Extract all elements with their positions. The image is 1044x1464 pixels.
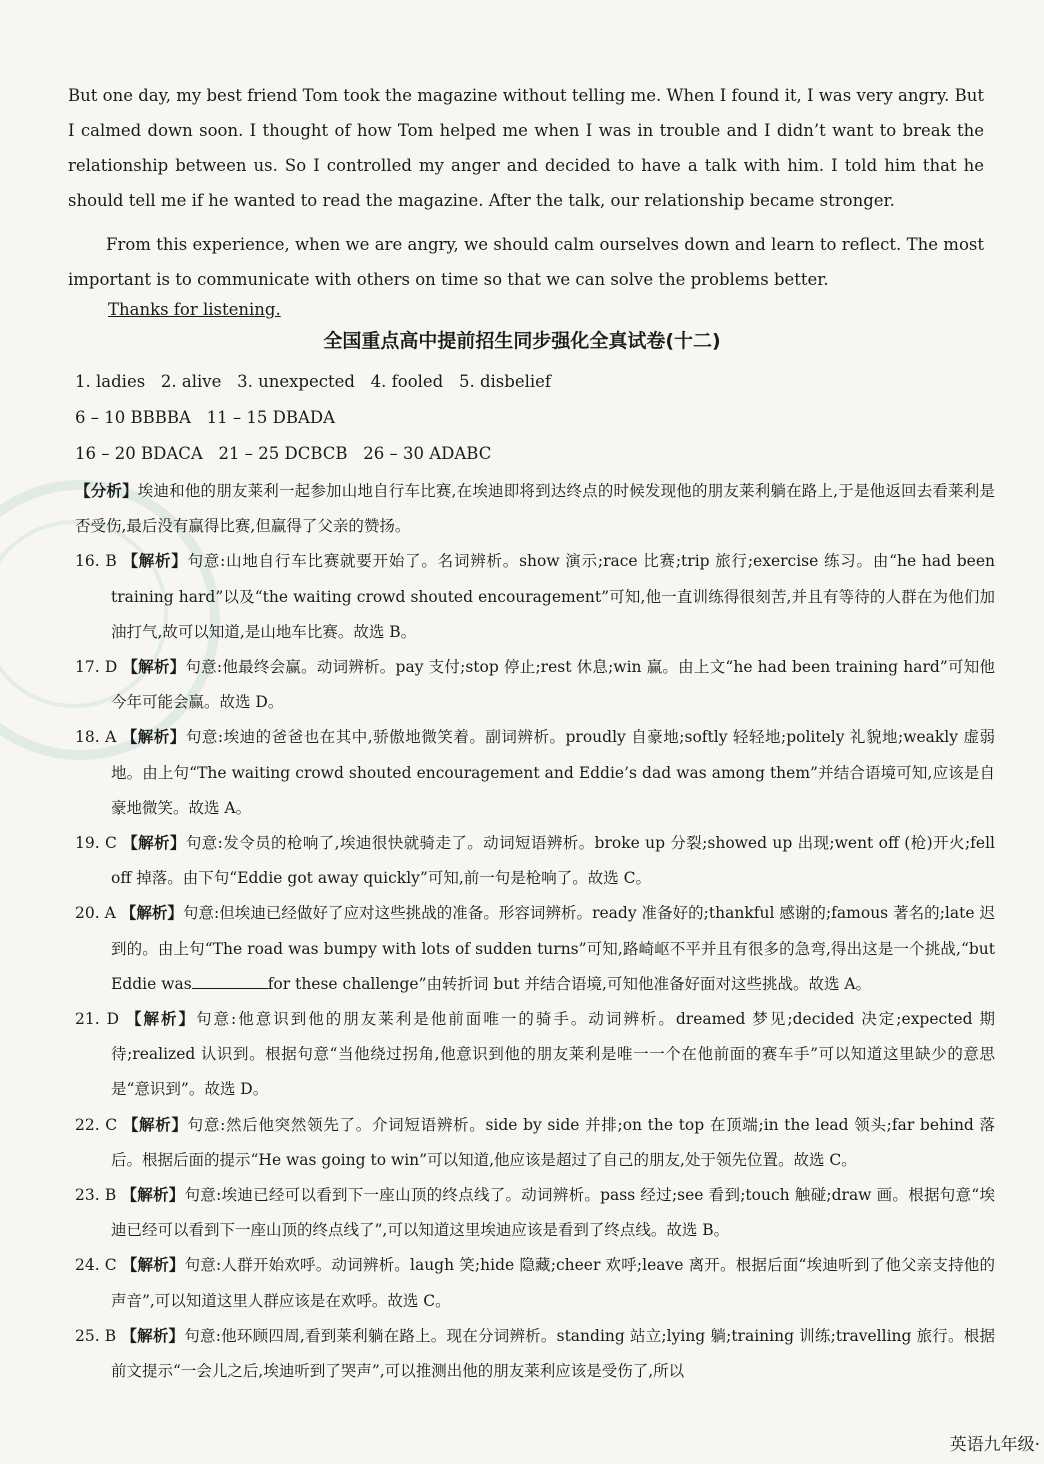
item-tag: 【解析】 <box>122 834 186 853</box>
item-text: 句意:他环顾四周,看到莱利躺在路上。现在分词辨析。standing 站立;lying 躺;training 训练;travelling 旅行。根据前文提示“一会儿之后,埃迪听到了哭声”,可以推测出他的朋友莱利应该是受伤了,所以 <box>111 1326 995 1381</box>
explanation-item <box>75 896 995 1002</box>
explanation-item <box>75 1002 995 1108</box>
item-tag: 【解析】 <box>121 1186 185 1205</box>
item-tag: 【解析】 <box>121 728 186 747</box>
item-tag: 【解析】 <box>122 552 188 571</box>
item-tag: 【解析】 <box>121 1326 185 1345</box>
explanation-item <box>75 826 995 896</box>
item-number: 22. C <box>75 1115 118 1134</box>
explanation-item <box>75 1178 995 1248</box>
section-title: 全国重点高中提前招生同步强化全真试卷(十二) <box>323 330 721 352</box>
answers-line-3: 16 – 20 BDACA 21 – 25 DCBCB 26 – 30 ADABC <box>75 444 492 463</box>
essay-paragraph-2: From this experience, when we are angry, we should calm ourselves down and learn to reflect. The most important is to communicate with others on time so that we can solve the problems better. <box>68 235 984 289</box>
item-text: 句意:发令员的枪响了,埃迪很快就骑走了。动词短语辨析。broke up 分裂;showed up 出现;went off (枪)开火;fell off 掉落。由下句“Eddie got away quickly”可知,前一句是枪响了。故选 C。 <box>111 834 995 888</box>
answers-line-1: 1. ladies 2. alive 3. unexpected 4. fooled 5. disbelief <box>75 372 552 391</box>
essay-paragraph-1: But one day, my best friend Tom took the magazine without telling me. When I found it, I was very angry. But I calmed down soon. I thought of how Tom helped me when I was in trouble and I didn’t want to break the relationship between us. So I controlled my anger and decided to have a talk with him. I told him that he should tell me if he wanted to read the magazine. After the talk, our relationship became stronger. <box>68 86 984 210</box>
item-text: 句意:然后他突然领先了。介词短语辨析。side by side 并排;on the top 在顶端;in the lead 领头;far behind 落后。根据后面的提示“He was going to win”可以知道,他应该是超过了自己的朋友,处于领先位置。故选 C。 <box>111 1115 995 1169</box>
item-number: 24. C <box>75 1256 117 1275</box>
item-tag: 【解析】 <box>122 658 186 677</box>
item-number: 16. B <box>75 552 117 571</box>
explanation-item <box>75 1248 995 1318</box>
page-footer: 英语九年级· <box>949 1435 1040 1455</box>
item-tag: 【解析】 <box>121 1256 185 1275</box>
answer-blank <box>192 974 268 989</box>
item-tag: 【解析】 <box>125 1010 196 1029</box>
item-number: 21. D <box>75 1010 120 1029</box>
item-text: 句意:山地自行车比赛就要开始了。名词辨析。show 演示;race 比赛;trip 旅行;exercise 练习。由“he had been training hard”以及“the waiting crowd shouted encouragement”可知,他一直训练得很刻苦,并且有等待的人群在为他们加油打气,故可以知道,是山地车比赛。故选 B。 <box>111 552 995 641</box>
essay-closing: Thanks for listening. <box>108 300 281 319</box>
analysis-paragraph <box>75 474 995 544</box>
item-text-after: for these challenge”由转折词 but 并结合语境,可知他准备好面对这些挑战。故选 A。 <box>267 974 872 993</box>
item-number: 25. B <box>75 1326 117 1345</box>
explanation-item <box>75 720 995 826</box>
item-text: 句意:埃迪已经可以看到下一座山顶的终点线了。动词辨析。pass 经过;see 看到;touch 触碰;draw 画。根据句意“埃迪已经可以看到下一座山顶的终点线了”,可以知道这里埃迪应该是看到了终点线。故选 B。 <box>111 1186 995 1240</box>
item-text: 句意:他意识到他的朋友莱利是他前面唯一的骑手。动词辨析。dreamed 梦见;decided 决定;expected 期待;realized 认识到。根据句意“当他绕过拐角,他意识到他的朋友莱利是唯一一个在他前面的赛车手”可以知道这里缺少的意思是“意识到”。故选 D。 <box>111 1010 995 1099</box>
item-text: 句意:人群开始欢呼。动词辨析。laugh 笑;hide 隐藏;cheer 欢呼;leave 离开。根据后面“埃迪听到了他父亲支持他的声音”,可以知道这里人群应该是在欢呼。故选 C。 <box>111 1256 995 1310</box>
item-tag: 【解析】 <box>120 904 183 923</box>
item-number: 23. B <box>75 1186 117 1205</box>
item-tag: 【解析】 <box>122 1115 188 1134</box>
item-text: 句意:但埃迪已经做好了应对这些挑战的准备。形容词辨析。ready 准备好的;thankful 感谢的;famous 著名的;late 迟到的。由上句“The road was bumpy with lots of sudden turns”可知,路崎岖不平并且有很多的急弯,得出这是一个挑战,“but Eddie was <box>111 904 995 993</box>
item-text: 句意:埃迪的爸爸也在其中,骄傲地微笑着。副词辨析。proudly 自豪地;softly 轻轻地;politely 礼貌地;weakly 虚弱地。由上句“The waiting crowd shouted encouragement and Eddie’s dad was among them”并结合语境可知,应该是自豪地微笑。故选 A。 <box>111 728 995 817</box>
explanation-item <box>75 1108 995 1178</box>
explanation-item <box>75 1319 995 1389</box>
answers-line-2: 6 – 10 BBBBA 11 – 15 DBADA <box>75 408 336 427</box>
analysis-tag: 【分析】 <box>75 482 138 500</box>
explanation-item <box>75 544 995 650</box>
item-text: 句意:他最终会赢。动词辨析。pay 支付;stop 停止;rest 休息;win 赢。由上文“he had been training hard”可知他今年可能会赢。故选 D。 <box>111 658 995 712</box>
item-number: 17. D <box>75 658 118 677</box>
explanation-item <box>75 650 995 720</box>
item-number: 20. A <box>75 904 116 923</box>
item-number: 19. C <box>75 834 117 853</box>
analysis-text: 埃迪和他的朋友莱利一起参加山地自行车比赛,在埃迪即将到达终点的时候发现他的朋友莱利躺在路上,于是他返回去看莱利是否受伤,最后没有赢得比赛,但赢得了父亲的赞扬。 <box>75 482 995 536</box>
explanations <box>75 474 995 1389</box>
item-number: 18. A <box>75 728 117 747</box>
